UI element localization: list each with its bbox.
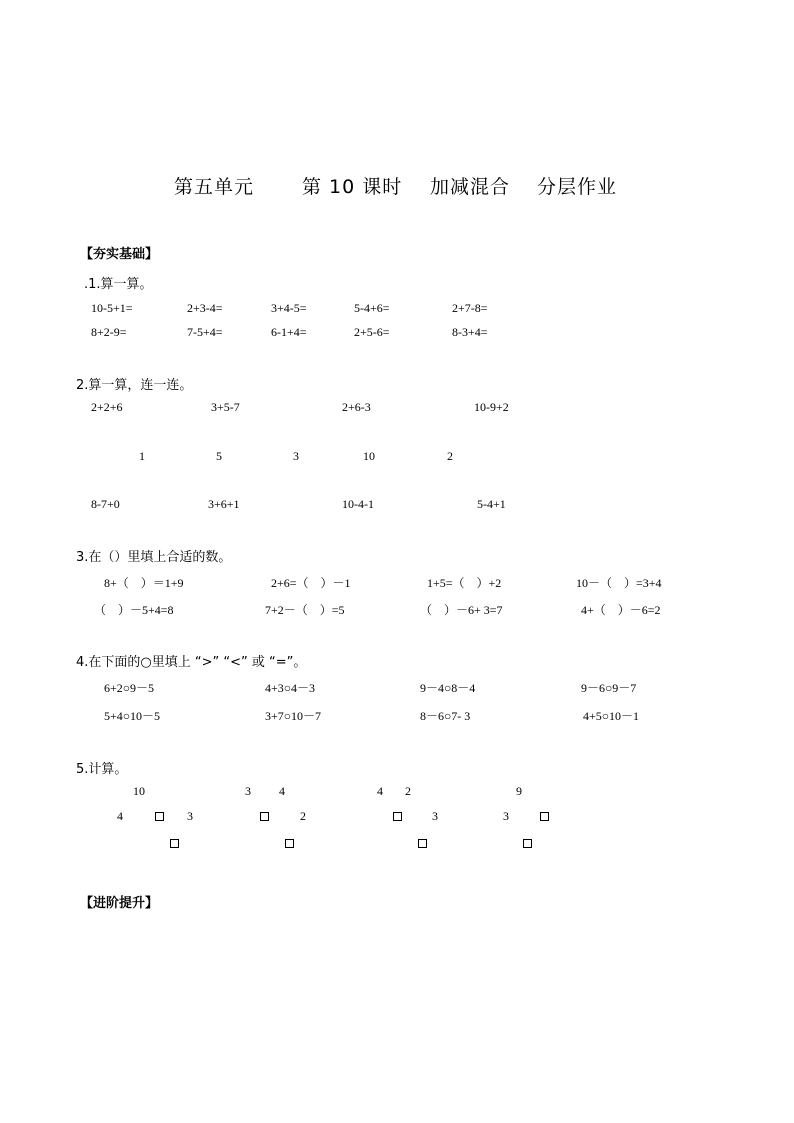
title-lesson: 第 10 课时 (302, 176, 403, 198)
q5-number: 4 (279, 784, 285, 798)
q2-answer-number: 2 (447, 449, 453, 463)
q5-number: 3 (245, 784, 251, 798)
q1-expr: 10-5+1= (91, 301, 133, 315)
q5-answer-box[interactable] (155, 812, 164, 821)
q2-bottom-expr: 8-7+0 (91, 497, 120, 511)
q2-answer-number: 5 (216, 449, 222, 463)
q4-compare-expr: 9－4○8－4 (420, 681, 476, 695)
section-advanced: 【进阶提升】 (80, 896, 159, 911)
q5-number: 3 (187, 809, 193, 823)
title-topic: 加减混合 (430, 176, 511, 198)
q3-fill-expr: 8+（ ）＝1+9 (104, 576, 184, 590)
q2-bottom-expr: 5-4+1 (477, 497, 506, 511)
q5-number: 10 (133, 784, 145, 798)
q5-heading: 5.计算。 (76, 762, 128, 777)
q4-compare-expr: 5+4○10－5 (104, 709, 161, 723)
q2-answer-number: 3 (293, 449, 299, 463)
section-basic: 【夯实基础】 (80, 247, 159, 262)
q3-fill-expr: 1+5=（ ）+2 (427, 576, 502, 590)
q2-heading: 2.算一算，连一连。 (76, 378, 193, 393)
q4-compare-expr: 6+2○9－5 (104, 681, 155, 695)
q5-number: 3 (432, 809, 438, 823)
q5-answer-box[interactable] (285, 839, 294, 848)
q3-fill-expr: （ ）－6+ 3=7 (420, 603, 503, 617)
q1-heading: .1.算一算。 (84, 277, 153, 292)
q4-compare-expr: 9－6○9－7 (581, 681, 637, 695)
q4-heading: 4.在下面的○里填上 “>” “<” 或 “=”。 (76, 655, 307, 670)
q1-expr: 8+2-9= (91, 325, 127, 339)
q1-expr: 5-4+6= (354, 301, 390, 315)
q3-fill-expr: 2+6=（ ）－1 (271, 576, 351, 590)
q1-expr: 7-5+4= (187, 325, 223, 339)
q5-number: 4 (377, 784, 383, 798)
q2-answer-number: 1 (139, 449, 145, 463)
q2-bottom-expr: 3+6+1 (208, 497, 240, 511)
q5-number: 4 (117, 809, 123, 823)
q4-compare-expr: 4+5○10－1 (583, 709, 640, 723)
q5-number: 2 (300, 809, 306, 823)
q2-bottom-expr: 10-4-1 (342, 497, 374, 511)
q2-top-expr: 2+6-3 (342, 400, 371, 414)
q4-compare-expr: 4+3○4－3 (265, 681, 316, 695)
q5-answer-box[interactable] (393, 812, 402, 821)
q5-answer-box[interactable] (540, 812, 549, 821)
q3-heading: 3.在（）里填上合适的数。 (76, 550, 232, 565)
q5-number: 3 (503, 809, 509, 823)
q3-fill-expr: （ ）－5+4=8 (94, 603, 174, 617)
q5-number: 2 (405, 784, 411, 798)
q1-expr: 2+7-8= (452, 301, 488, 315)
q4-compare-expr: 3+7○10－7 (265, 709, 322, 723)
q5-answer-box[interactable] (418, 839, 427, 848)
q1-expr: 8-3+4= (452, 325, 488, 339)
q1-expr: 6-1+4= (271, 325, 307, 339)
q5-answer-box[interactable] (260, 812, 269, 821)
q2-top-expr: 10-9+2 (474, 400, 509, 414)
q5-number: 9 (516, 784, 522, 798)
q4-compare-expr: 8－6○7- 3 (420, 709, 471, 723)
q2-answer-number: 10 (363, 449, 375, 463)
q3-fill-expr: 10－（ ）=3+4 (576, 576, 662, 590)
q5-answer-box[interactable] (170, 839, 179, 848)
q3-fill-expr: 7+2－（ ）=5 (265, 603, 345, 617)
q2-top-expr: 2+2+6 (91, 400, 123, 414)
title-unit: 第五单元 (174, 176, 255, 198)
q3-fill-expr: 4+（ ）－6=2 (581, 603, 661, 617)
q2-top-expr: 3+5-7 (211, 400, 240, 414)
title-kind: 分层作业 (537, 176, 618, 198)
q1-expr: 3+4-5= (271, 301, 307, 315)
q1-expr: 2+5-6= (354, 325, 390, 339)
q1-expr: 2+3-4= (187, 301, 223, 315)
q5-answer-box[interactable] (523, 839, 532, 848)
